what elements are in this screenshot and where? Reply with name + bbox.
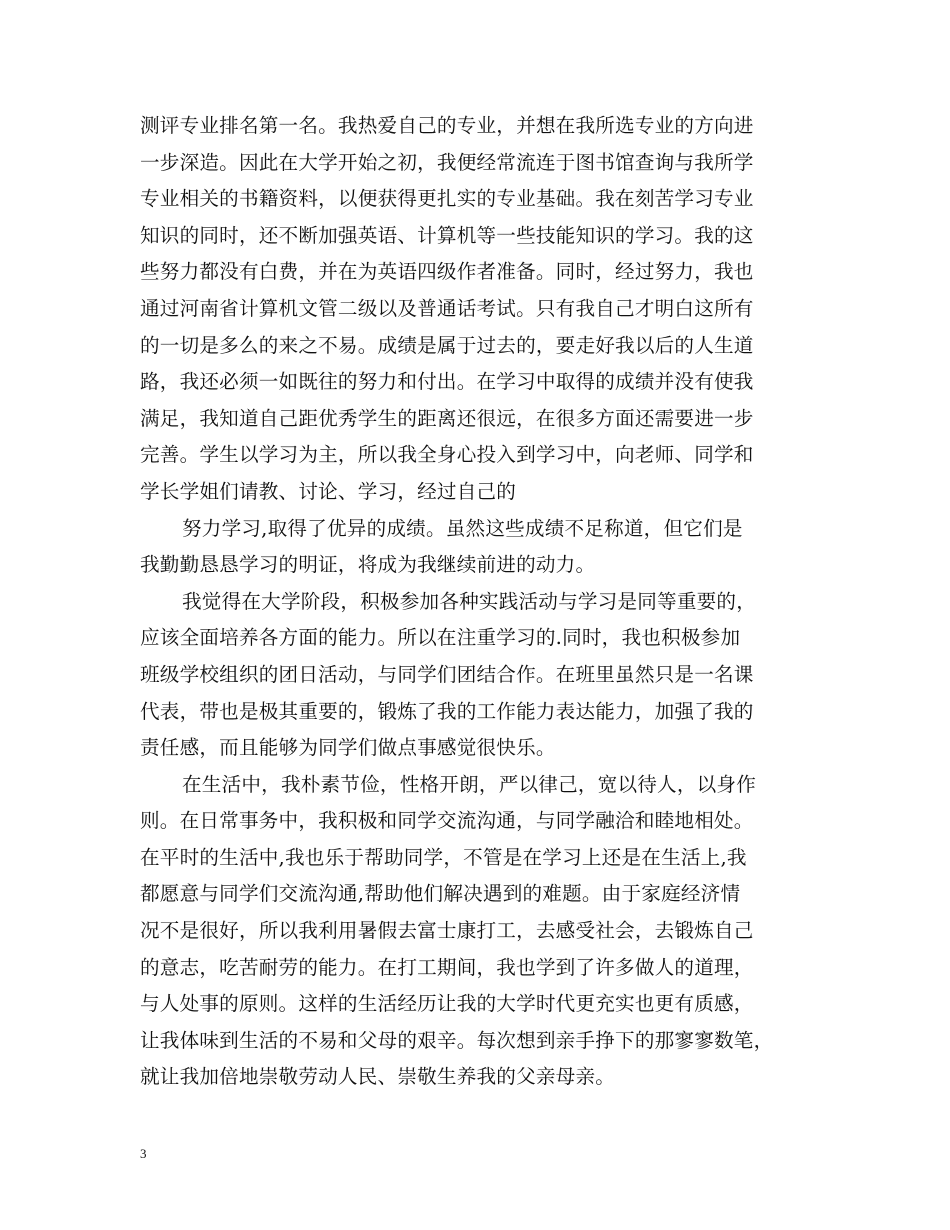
text-line: 测评专业排名第一名。我热爱自己的专业，并想在我所选专业的方向进 — [140, 114, 754, 137]
text-line: 通过河南省计算机文管二级以及普通话考试。只有我自己才明白这所有 — [140, 296, 754, 320]
text-line: 况不是很好，所以我利用暑假去富士康打工，去感受社会，去锻炼自己 — [140, 919, 754, 943]
text-line: 在平时的生活中,我也乐于帮助同学，不管是在学习上还是在生活上,我 — [140, 845, 747, 869]
text-line: 在生活中，我朴素节俭，性格开朗，严以律己，宽以待人，以身作 — [182, 772, 757, 796]
text-line: 都愿意与同学们交流沟通,帮助他们解决遇到的难题。由于家庭经济情 — [140, 882, 741, 906]
text-line: 应该全面培养各方面的能力。所以在注重学习的.同时，我也积极参加 — [140, 626, 741, 650]
text-line: 则。在日常事务中，我积极和同学交流沟通，与同学融洽和睦地相处。 — [140, 809, 754, 833]
text-line: 让我体味到生活的不易和父母的艰辛。每次想到亲手挣下的那寥寥数笔， — [140, 1028, 774, 1052]
text-line: 满足，我知道自己距优秀学生的距离还很远，在很多方面还需要进一步 — [140, 406, 754, 430]
text-line: 努力学习,取得了优异的成绩。虽然这些成绩不足称道，但它们是 — [182, 516, 743, 540]
text-line: 代表，带也是极其重要的，锻炼了我的工作能力表达能力，加强了我的 — [140, 699, 754, 723]
text-line: 与人处事的原则。这样的生活经历让我的大学时代更充实也更有质感， — [140, 992, 754, 1016]
text-line: 完善。学生以学习为主，所以我全身心投入到学习中，向老师、同学和 — [140, 443, 754, 467]
text-line: 知识的同时，还不断加强英语、计算机等一些技能知识的学习。我的这 — [140, 223, 754, 247]
text-line: 专业相关的书籍资料，以便获得更扎实的专业基础。我在刻苦学习专业 — [140, 187, 754, 211]
text-line: 学长学姐们请教、讨论、学习，经过自己的 — [140, 479, 517, 503]
text-line: 班级学校组织的团日活动，与同学们团结合作。在班里虽然只是一名课 — [140, 662, 754, 686]
text-line: 我觉得在大学阶段，积极参加各种实践活动与学习是同等重要的， — [182, 589, 757, 613]
text-line: 一步深造。因此在大学开始之初，我便经常流连于图书馆查询与我所学 — [140, 150, 754, 174]
text-line: 我勤勤恳恳学习的明证，将成为我继续前进的动力。 — [140, 553, 596, 577]
text-line: 的意志，吃苦耐劳的能力。在打工期间，我也学到了许多做人的道理， — [140, 955, 754, 979]
text-line: 就让我加倍地崇敬劳动人民、崇敬生养我的父亲母亲。 — [140, 1065, 616, 1089]
text-line: 的一切是多么的来之不易。成绩是属于过去的，要走好我以后的人生道 — [140, 333, 754, 357]
page-number: 3 — [140, 1146, 147, 1161]
body-text — [140, 108, 840, 1096]
text-line: 责任感，而且能够为同学们做点事感觉很快乐。 — [140, 736, 556, 760]
text-line: 路，我还必须一如既往的努力和付出。在学习中取得的成绩并没有使我 — [140, 370, 754, 394]
text-line: 些努力都没有白费，并在为英语四级作者准备。同时，经过努力，我也 — [140, 260, 754, 284]
